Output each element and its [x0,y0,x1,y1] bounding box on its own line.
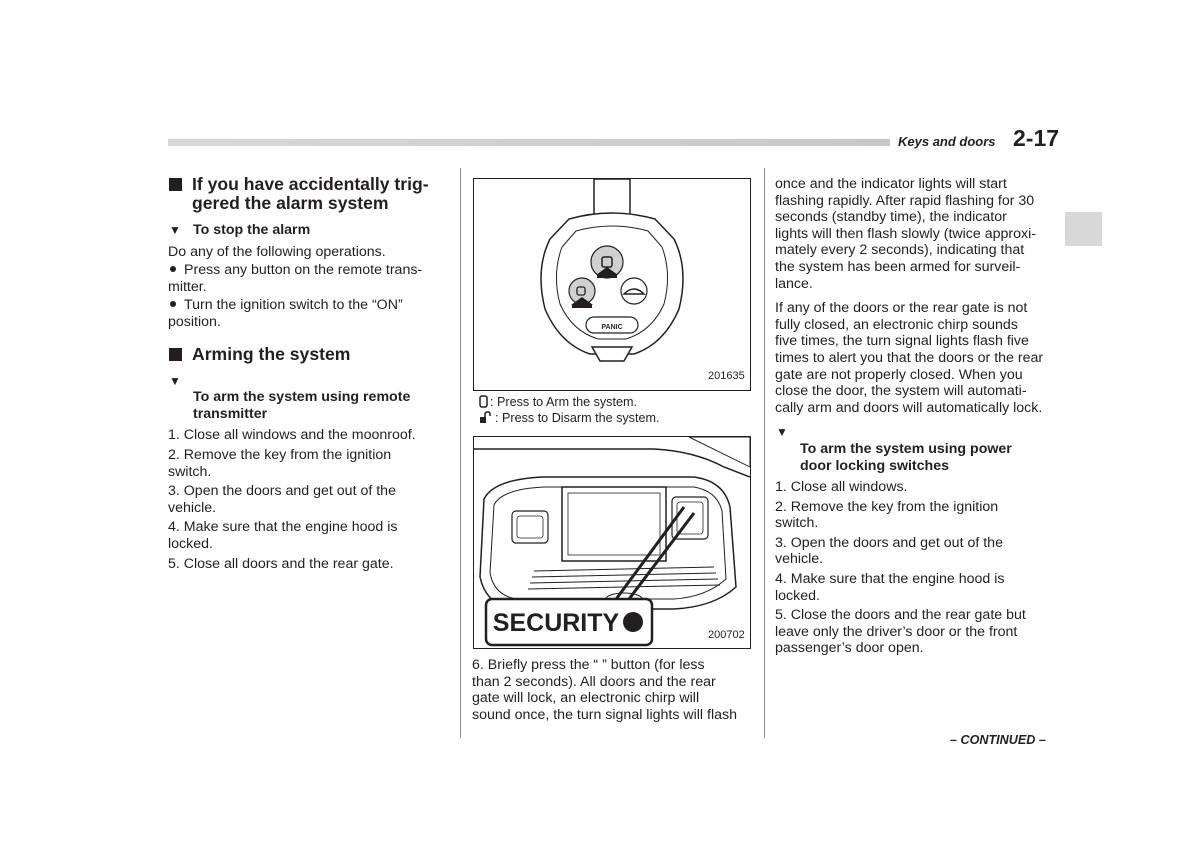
column-divider-right [764,168,765,738]
subheading-power-door-locks [775,424,1055,474]
step-item: 2. Remove the key from the ignition switch. [775,498,999,532]
column-divider-left [460,168,461,738]
subheading-remote-transmitter [168,373,448,423]
paragraph: If any of the doors or the rear gate is not fully closed, an electronic chirp sounds five times, the turn signal lights flash five times to alert you that the doors or the rear gate are not properly closed. When you close the door, the system will automati- cally arm and doors will automatically lock. [775,300,1044,416]
bullet-text: Press any button on the remote trans- mitter. [168,262,423,295]
security-indicator-figure [473,436,751,649]
figure-number: 201635 [708,370,745,382]
square-bullet-icon [169,178,182,191]
triangle-bullet-icon: ▼ [776,425,788,440]
heading-accidental-trigger [168,175,448,213]
step-item: 2. Remove the key from the ignition switch. [168,446,392,480]
heading-arming [168,345,448,364]
figure-number: 200702 [708,629,745,641]
heading-text: Arming the system [192,343,351,364]
triangle-bullet-icon: ▼ [169,373,181,388]
intro-text: Do any of the following operations. [168,243,386,260]
step-item: 4. Make sure that the engine hood is locked. [775,571,1005,604]
remote-transmitter-figure [473,178,751,391]
heading-text: If you have accidentally trig- gered the alarm system [192,174,429,213]
dashboard-illustration [474,437,750,648]
left-column [168,175,448,575]
square-bullet-icon [169,348,182,361]
step-item: 6. Briefly press the “ ” button (for less than 2 seconds). All doors and the rear gate will lock, an electronic chirp will sound once, the turn signal lights will flash [472,657,737,723]
step-item: 3. Open the doors and get out of the vehicle. [168,483,396,516]
step-item: 1. Close all windows. [775,479,908,496]
subheading-text: To arm the system using power door locking switches [800,440,1012,474]
bullet-text: Turn the ignition switch to the “ON” position. [168,297,403,330]
paragraph: once and the indicator lights will start flashing rapidly. After rapid flashing for 30 seconds (standby time), the indicator lights will then flash slowly (twice approxi- mately every 2 seconds), indicating that the system has been armed for surveil- lance. [775,176,1036,292]
bullet-dot-icon [170,301,176,307]
thumb-index-tab [1065,212,1102,246]
header-rule [168,139,890,146]
step-item: 5. Close the doors and the rear gate but leave only the driver’s door or the front passenger’s door open. [775,607,1026,657]
page-number: 2-17 [1013,125,1060,151]
key-fob-illustration [474,179,750,390]
bullet-item [168,297,448,330]
step-item: 4. Make sure that the engine hood is locked. [168,519,398,552]
middle-column-text [472,657,752,725]
subheading-text: To stop the alarm [193,222,311,238]
unlock-icon [479,411,493,428]
triangle-bullet-icon: ▼ [169,223,181,237]
subheading-stop-alarm [168,222,448,239]
caption-text: : Press to Disarm the system. [495,411,660,425]
bullet-dot-icon [170,266,176,272]
subheading-text: To arm the system using remote transmitter [193,389,411,422]
panic-button-label: PANIC [601,324,623,331]
step-item: 3. Open the doors and get out of the vehicle. [775,534,1003,568]
section-title: Keys and doors [898,134,996,149]
bullet-item [168,262,448,295]
continued-label: – CONTINUED – [950,733,1046,747]
caption-text: : Press to Arm the system. [490,395,637,409]
step-item: 1. Close all windows and the moonroof. [168,427,416,444]
caption-disarm [479,410,659,428]
right-column [775,176,1055,660]
security-callout-text: SECURITY [492,609,620,637]
step-item: 5. Close all doors and the rear gate. [168,555,394,572]
